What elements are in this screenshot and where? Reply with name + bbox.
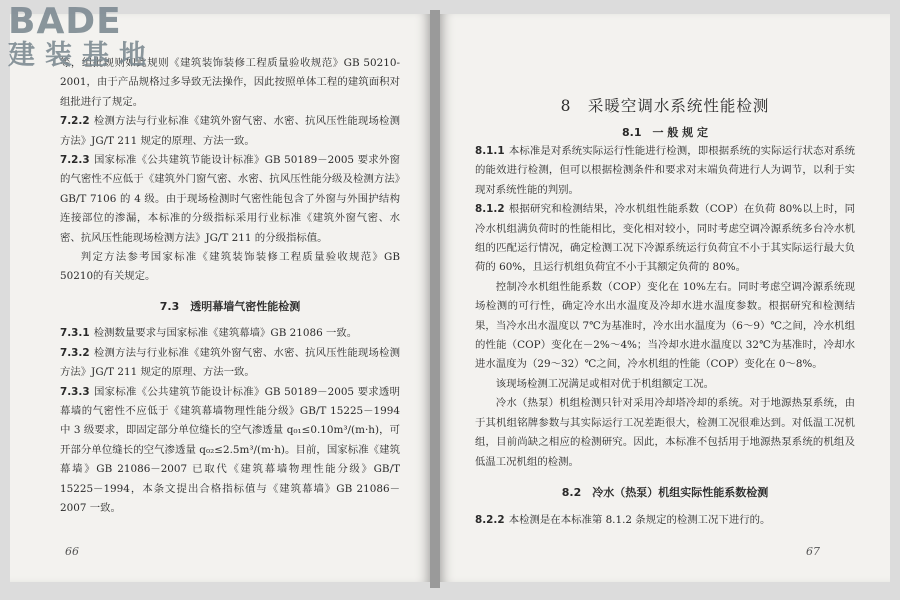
clause-number: 8.1.1 — [475, 145, 505, 157]
paragraph-text: 本标准是对系统实际运行性能进行检测，即根据系统的实际运行状态对系统的能效进行检测，但可以根据检测条件和要求对末端负荷进行人为调节，以利于实现对系统性能的判别。 — [475, 145, 855, 196]
left-paragraphs-2 — [60, 324, 400, 518]
paragraph — [60, 112, 400, 151]
paragraph-text: 国家标准《公共建筑节能设计标准》GB 50189－2005 要求外窗的气密性不应低于《建筑外门窗气密、水密、抗风压性能分级及检测方法》GB/T 7106 的 4 级。由于现场检测时气密性能包含了外窗与外围护结构连接部位的渗漏，本标准的分级指标采用行业标准《建筑外窗气密、水密、抗风压性能现场检测方法》JG/T 211 的分级指标值。 — [60, 154, 400, 244]
paragraph — [475, 375, 855, 394]
paragraph — [60, 344, 400, 383]
clause-number: 7.3.2 — [60, 346, 90, 359]
chapter-title: 8 采暖空调水系统性能检测 — [560, 97, 770, 115]
left-page — [10, 14, 430, 582]
clause-number: 7.3.1 — [60, 327, 90, 340]
paragraph-text: 控制冷水机组性能系数（COP）变化在 10%左右。同时考虑空调冷源系统现场检测的可行性，确定冷水出水温度及冷却水进水温度参数。根据研究和检测结果，当冷水出水温度以 7℃为基准时，冷水出水温度为（6～9）℃之间，冷水机组的性能（COP）变化在－2%～4%；当冷却水进水温度以 32℃为基准时，冷却水进水温度为（29～32）℃之间，冷水机组的性能（COP）变化在 0～8%。 — [475, 280, 855, 371]
paragraph-text: 冷水（热泵）机组检测只针对采用冷却塔冷却的系统。对于地源热泵系统，由于其机组铭牌参数与其实际运行工况差距很大，检测工况很难达到。对低温工况机组，目前尚缺之相应的检测研究。因此，本标准不包括用于地源热泵系统的机组及低温工况机组的检测。 — [475, 397, 855, 468]
paragraph — [60, 324, 400, 343]
right-paragraphs-2 — [475, 511, 855, 530]
watermark-logo — [8, 1, 156, 71]
watermark-logo-en: BADE — [8, 1, 122, 42]
paragraph — [60, 248, 400, 287]
paragraph — [60, 151, 400, 248]
paragraph — [475, 142, 855, 200]
left-paragraphs — [60, 54, 400, 287]
paragraph-text: 检测方法与行业标准《建筑外窗气密、水密、抗风压性能现场检测方法》JG/T 211 规定的原理、方法一致。 — [60, 346, 400, 379]
clause-number: 7.3.3 — [60, 385, 90, 398]
paragraph-text: 检测数量要求与国家标准《建筑幕墙》GB 21086 一致。 — [93, 327, 358, 340]
right-page — [440, 14, 890, 582]
page-number-left: 66 — [65, 545, 79, 558]
section-title-8-1: 8.1 一 般 规 定 — [622, 126, 708, 139]
left-page-text — [60, 54, 400, 518]
paragraph-text: 国家标准《公共建筑节能设计标准》GB 50189－2005 要求透明幕墙的气密性不应低于《建筑幕墙物理性能分级》GB/T 15225－1994 中 3 级要求，即固定部分单位缝长的空气渗透量 q₀₁≤0.10m³/(m·h)，可开部分单位缝长的空气渗透量 q₀₂≤2.5m³/(m·h)。目前，国家标准《建筑幕墙》GB 21086－2007 已取代《建筑幕墙物理性能分级》GB/T 15225－1994，本条文提出合格指标值与《建筑幕墙》GB 21086－2007 一致。 — [60, 385, 400, 514]
clause-number: 7.2.3 — [60, 154, 90, 167]
clause-number: 7.2.2 — [60, 115, 90, 128]
section-title-7-3: 7.3 透明幕墙气密性能检测 — [159, 299, 301, 313]
paragraph-text: 本检测是在本标准第 8.1.2 条规定的检测工况下进行的。 — [508, 514, 771, 527]
paragraph-text: 判定方法参考国家标准《建筑装饰装修工程质量验收规范》GB 50210的有关规定。 — [60, 251, 400, 283]
paragraph — [475, 394, 855, 472]
right-page-text — [475, 142, 855, 531]
paragraph — [475, 278, 855, 375]
paragraph-text: 等，组批规则如此规则《建筑装饰装修工程质量验收规范》GB 50210-2001，由于产品规格过多导致无法操作，因此按照单体工程的建筑面积对组批进行了规定。 — [60, 57, 400, 108]
paragraph-text: 根据研究和检测结果，冷水机组性能系数（COP）在负荷 80%以上时，同冷水机组满负荷时的性能相比，变化相对较小，同时考虑空调冷源系统多台冷水机组的匹配运行情况，确定检测工况下冷源系统运行负荷宜不小于其实际运行最大负荷的 60%，且运行机组负荷宜不小于其额定负荷的 80%。 — [475, 203, 855, 274]
clause-number: 8.1.2 — [475, 203, 505, 216]
paragraph — [475, 511, 855, 530]
paragraph-text: 该现场检测工况满足或相对优于机组额定工况。 — [495, 377, 714, 390]
paragraph — [60, 383, 400, 519]
watermark-logo-cn: 建装基地 — [8, 40, 156, 71]
right-paragraphs — [475, 142, 855, 472]
book-gutter — [430, 10, 440, 588]
clause-number: 8.2.2 — [475, 514, 505, 527]
paragraph-text: 检测方法与行业标准《建筑外窗气密、水密、抗风压性能现场检测方法》JG/T 211 规定的原理、方法一致。 — [60, 115, 400, 147]
page-number-right: 67 — [806, 545, 820, 558]
paragraph — [475, 200, 855, 278]
section-title-8-2: 8.2 冷水（热泵）机组实际性能系数检测 — [561, 485, 769, 499]
